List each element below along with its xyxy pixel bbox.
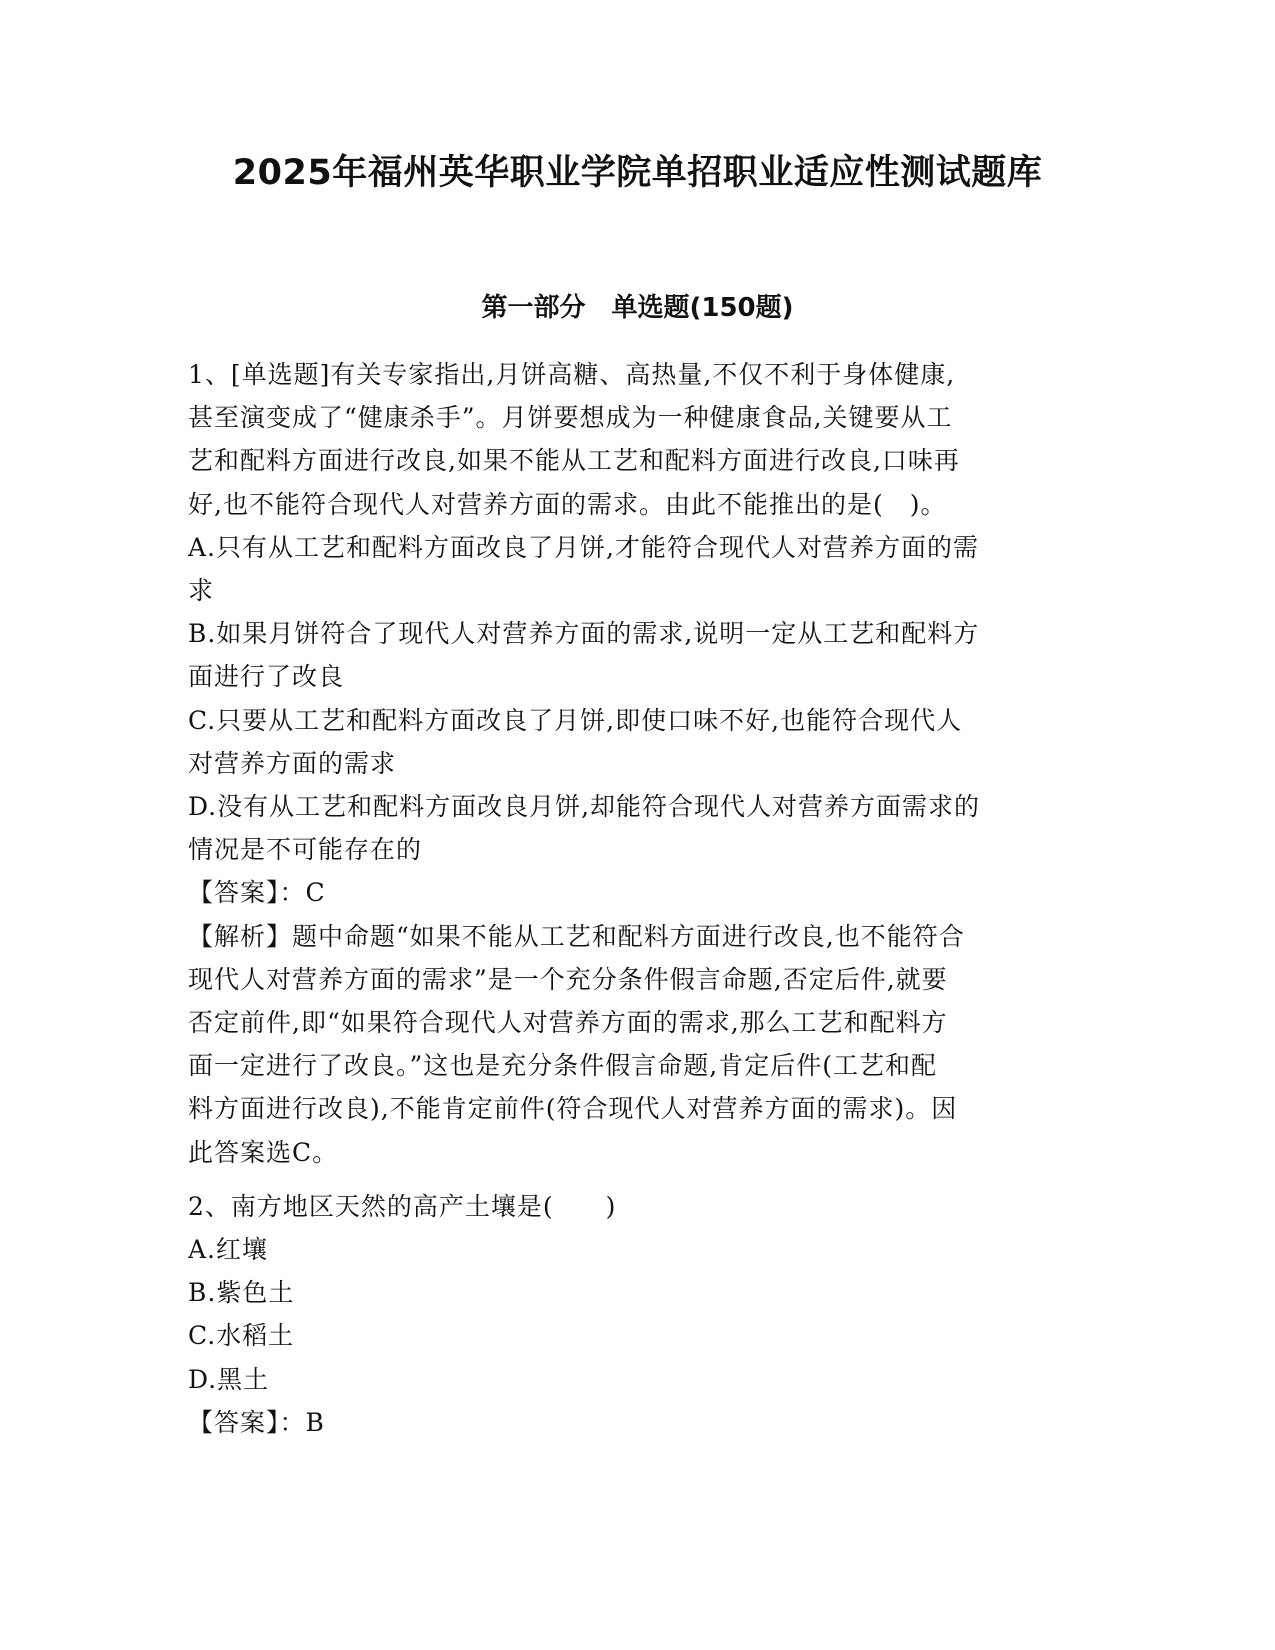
question-stem-line: 1、[单选题]有关专家指出,月饼高糖、高热量,不仅不利于身体健康, — [188, 360, 956, 389]
question-stem-line: 好,也不能符合现代人对营养方面的需求。由此不能推出的是( )。 — [188, 489, 947, 519]
analysis-line: 面一定进行了改良。”这也是充分条件假言命题,肯定后件(工艺和配 — [188, 1051, 937, 1081]
question-spacer — [188, 1174, 1078, 1185]
option-c: C.水稻土 — [188, 1321, 295, 1351]
answer: 【答案】：C — [188, 878, 326, 908]
question-stem-line: 2、南方地区天然的高产土壤是( ) — [188, 1191, 617, 1221]
option-c — [188, 699, 1078, 785]
question-stem-line: 艺和配料方面进行改良,如果不能从工艺和配料方面进行改良,口味再 — [188, 446, 960, 476]
option-line: 面进行了改良 — [188, 662, 345, 692]
question-1 — [188, 353, 1078, 1174]
document-title: 2025年福州英华职业学院单招职业适应性测试题库 — [232, 153, 1043, 193]
question-stem-line: 甚至演变成了“健康杀手”。月饼要想成为一种健康食品,关键要从工 — [188, 403, 953, 433]
question-list — [188, 353, 1078, 1444]
analysis-line: 否定前件,即“如果符合现代人对营养方面的需求,那么工艺和配料方 — [188, 1008, 948, 1038]
analysis-line: 此答案选C。 — [188, 1137, 339, 1167]
option-line: C.只要从工艺和配料方面改良了月饼,即使口味不好,也能符合现代人 — [188, 705, 963, 735]
answer: 【答案】：B — [188, 1407, 325, 1437]
option-b: B.紫色土 — [188, 1278, 295, 1308]
option-d: D.黑土 — [188, 1364, 270, 1394]
option-line: 求 — [188, 576, 215, 606]
section-title: 第一部分 单选题(150题) — [481, 293, 794, 323]
analysis — [188, 915, 1078, 1174]
analysis-line: 现代人对营养方面的需求”是一个充分条件假言命题,否定后件,就要 — [188, 964, 948, 994]
option-line: B.如果月饼符合了现代人对营养方面的需求,说明一定从工艺和配料方 — [188, 619, 980, 649]
option-line: 对营养方面的需求 — [188, 748, 397, 778]
option-a — [188, 526, 1078, 612]
option-a: A.红壤 — [188, 1235, 269, 1265]
option-line: 情况是不可能存在的 — [188, 835, 423, 865]
question-2 — [188, 1185, 1078, 1444]
analysis-line: 料方面进行改良),不能肯定前件(符合现代人对营养方面的需求)。因 — [188, 1094, 958, 1124]
option-b — [188, 612, 1078, 698]
analysis-line: 【解析】题中命题“如果不能从工艺和配料方面进行改良,也不能符合 — [188, 921, 965, 951]
option-line: D.没有从工艺和配料方面改良月饼,却能符合现代人对营养方面需求的 — [188, 792, 981, 822]
option-d — [188, 785, 1078, 871]
option-line: A.只有从工艺和配料方面改良了月饼,才能符合现代人对营养方面的需 — [188, 532, 979, 562]
